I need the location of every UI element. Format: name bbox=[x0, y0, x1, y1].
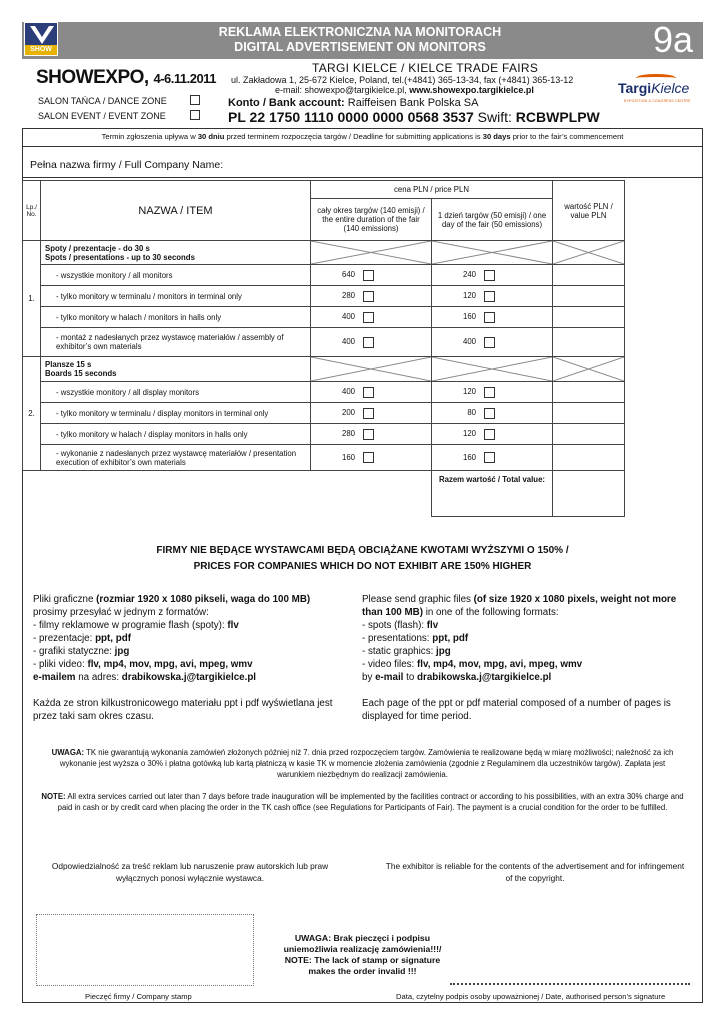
logo-main: Targi bbox=[618, 80, 652, 96]
uwaga-text: TK nie gwarantują wykonania zamówień złożonych później niż 7. dnia przed rozpoczęciem targów. Zamówienia te realizowane będą w miarę możliwości; należność za ich wykonanie jest wyższa o 30% i płatna gotówką lub kartą płatniczą w kasie TK w momencie złożenia zamówienia (zgodnie z Regulaminem dla uczestników targów). Zapłata jest warunkiem niezbędnym do realizacji zamówienia. bbox=[59, 748, 674, 779]
col-lp: Lp./ No. bbox=[23, 181, 41, 241]
table-row bbox=[23, 403, 625, 424]
price-full-cell bbox=[311, 424, 432, 445]
item-label: - tylko monitory w halach / display monitors in halls only bbox=[41, 424, 311, 445]
crossed-cell bbox=[311, 357, 432, 382]
price-day-cell bbox=[432, 286, 553, 307]
note-label: NOTE: bbox=[41, 792, 66, 801]
en-bold: (of size 1920 x 1080 pixels, weight not more than 100 MB) bbox=[362, 594, 677, 618]
deadline-b1: 30 dniu bbox=[197, 132, 225, 141]
row-number: 1. bbox=[23, 241, 41, 357]
row-number: 2. bbox=[23, 357, 41, 471]
en-line bbox=[362, 658, 690, 671]
swift-label: Swift: bbox=[473, 109, 516, 125]
pl-text: - grafiki statyczne: bbox=[33, 646, 115, 657]
en-line bbox=[362, 632, 690, 645]
crossed-cell bbox=[432, 357, 553, 382]
en-text: to bbox=[403, 672, 418, 683]
section-title bbox=[41, 241, 311, 265]
en-paragraph: Each page of the ppt or pdf material composed of a number of pages is displayed for time period. bbox=[362, 698, 671, 722]
pl-line bbox=[33, 645, 343, 658]
price-day: 80 bbox=[467, 408, 476, 418]
en-line bbox=[362, 593, 690, 619]
organizer-name: TARGI KIELCE / KIELCE TRADE FAIRS bbox=[312, 61, 539, 75]
stamp-warning bbox=[255, 933, 470, 977]
section-2-header bbox=[23, 357, 625, 382]
note-text: All extra services carried out later than 7 days before trade inauguration will be implemented by the facilities contract or according to his possibilities, with an extra 30% charge and paid in cash or by credit card when placing the order in the TK cash office (see Regulations for Participants of Fair). The payment is a crucial condition for the order to be fulfilled. bbox=[57, 792, 684, 812]
price-day: 400 bbox=[462, 337, 476, 347]
en-bold: ppt, pdf bbox=[432, 633, 469, 644]
pl-bold: flv bbox=[227, 620, 239, 631]
price-day: 160 bbox=[462, 452, 476, 462]
item-label: - wszystkie monitory / all display monitors bbox=[41, 382, 311, 403]
section-title bbox=[41, 357, 311, 382]
price-checkbox[interactable] bbox=[363, 337, 374, 348]
total-value-cell[interactable] bbox=[553, 471, 625, 517]
company-stamp-box[interactable] bbox=[36, 914, 254, 986]
zone-event-label: SALON EVENT / EVENT ZONE bbox=[38, 111, 166, 121]
pl-text: na adres: bbox=[75, 672, 122, 683]
pl-bold: jpg bbox=[114, 646, 130, 657]
pl-text: - pliki video: bbox=[33, 659, 88, 670]
en-line bbox=[362, 645, 690, 658]
en-text: - presentations: bbox=[362, 633, 433, 644]
organizer-email: e-mail: showexpo@targikielce.pl, bbox=[275, 85, 410, 95]
table-row bbox=[23, 328, 625, 357]
signature-line[interactable] bbox=[450, 979, 690, 985]
iban: PL 22 1750 1110 0000 0000 0568 3537 bbox=[228, 109, 474, 125]
price-day: 120 bbox=[462, 387, 476, 397]
price-day-cell bbox=[432, 382, 553, 403]
price-full: 400 bbox=[341, 312, 355, 322]
signature-label: Data, czytelny podpis osoby upoważnionej / Date, authorised person’s signature bbox=[396, 992, 666, 1001]
price-table bbox=[22, 180, 625, 517]
value-cell[interactable] bbox=[553, 403, 625, 424]
price-day-cell bbox=[432, 307, 553, 328]
pl-line bbox=[33, 658, 343, 671]
deadline-t1: Termin zgłoszenia upływa w bbox=[101, 132, 198, 141]
price-day: 120 bbox=[462, 429, 476, 439]
section-title-en: Boards 15 seconds bbox=[45, 369, 117, 378]
pl-line: prosimy przesyłać w jednym z formatów: bbox=[33, 607, 209, 618]
pl-line bbox=[33, 619, 343, 632]
en-bold: jpg bbox=[436, 646, 451, 657]
price-full-cell bbox=[311, 382, 432, 403]
table-row bbox=[23, 286, 625, 307]
en-text: - video files: bbox=[362, 659, 417, 670]
col-value: wartość PLN / value PLN bbox=[553, 181, 625, 241]
instructions-pl bbox=[33, 593, 343, 723]
zone-dance-label: SALON TAŃCA / DANCE ZONE bbox=[38, 96, 167, 106]
pl-line bbox=[33, 671, 343, 684]
item-label: - tylko monitory w terminalu / display monitors in terminal only bbox=[41, 403, 311, 424]
company-name-label: Pełna nazwa firmy / Full Company Name: bbox=[30, 159, 224, 171]
price-full: 280 bbox=[341, 429, 355, 439]
en-text: by bbox=[362, 672, 376, 683]
price-full-cell bbox=[311, 265, 432, 286]
stamp-warning-line: UWAGA: Brak pieczęci i podpisu bbox=[294, 933, 431, 943]
value-cell[interactable] bbox=[553, 307, 625, 328]
price-day-cell bbox=[432, 403, 553, 424]
en-text: - static graphics: bbox=[362, 646, 437, 657]
divider bbox=[22, 177, 703, 178]
zone-dance-checkbox[interactable] bbox=[190, 95, 200, 105]
table-row bbox=[23, 424, 625, 445]
item-label: - montaż z nadesłanych przez wystawcę materiałów / assembly of exhibitor’s own materials bbox=[41, 328, 311, 357]
price-full: 640 bbox=[341, 270, 355, 280]
en-bold: flv, mp4, mov, mpg, avi, mpeg, wmv bbox=[417, 659, 583, 670]
iban-line bbox=[228, 109, 600, 125]
organizer-address: ul. Zakładowa 1, 25-672 Kielce, Poland, tel.(+4841) 365-13-34, fax (+4841) 365-13-12 bbox=[231, 75, 574, 85]
price-day-cell bbox=[432, 265, 553, 286]
uwaga-notice bbox=[40, 747, 685, 780]
en-line bbox=[362, 671, 690, 684]
organizer-contact bbox=[275, 85, 534, 95]
price-checkbox[interactable] bbox=[363, 291, 374, 302]
crossed-cell bbox=[553, 357, 625, 382]
event-title: SHOWEXPO, bbox=[36, 67, 149, 88]
organizer-website: www.showexpo.targikielce.pl bbox=[409, 85, 534, 95]
price-full: 200 bbox=[341, 408, 355, 418]
instructions-en bbox=[362, 593, 690, 723]
price-checkbox[interactable] bbox=[363, 408, 374, 419]
price-full-cell bbox=[311, 307, 432, 328]
pl-paragraph: Każda ze stron kilkustronicowego materiału ppt i pdf wyświetlana jest przez taki sam okres czasu. bbox=[33, 698, 333, 722]
pl-bold: ppt, pdf bbox=[95, 633, 131, 644]
price-full-cell bbox=[311, 328, 432, 357]
showexpo-logo bbox=[24, 22, 58, 56]
pl-email: drabikowska.j@targikielce.pl bbox=[121, 672, 257, 683]
page-title bbox=[160, 25, 560, 55]
total-label: Razem wartość / Total value: bbox=[432, 471, 553, 517]
value-cell[interactable] bbox=[553, 286, 625, 307]
price-full: 400 bbox=[341, 337, 355, 347]
pl-bold: flv, mp4, mov, mpg, avi, mpeg, wmv bbox=[87, 659, 253, 670]
event-dates: 4-6.11.2011 bbox=[153, 71, 216, 86]
price-full-cell bbox=[311, 445, 432, 471]
logo-k: Kielce bbox=[651, 80, 690, 96]
targi-kielce-logo bbox=[618, 80, 689, 96]
price-checkbox[interactable] bbox=[484, 387, 495, 398]
en-email: drabikowska.j@targikielce.pl bbox=[417, 672, 552, 683]
price-checkbox[interactable] bbox=[363, 270, 374, 281]
uwaga-label: UWAGA: bbox=[51, 748, 85, 757]
stamp-warning-line: uniemożliwia realizację zamówienia!!!/ bbox=[283, 944, 442, 954]
price-checkbox[interactable] bbox=[363, 452, 374, 463]
value-cell[interactable] bbox=[553, 328, 625, 357]
swift-code: RCBWPLPW bbox=[515, 109, 600, 125]
item-label: - tylko monitory w terminalu / monitors in terminal only bbox=[41, 286, 311, 307]
price-checkbox[interactable] bbox=[484, 337, 495, 348]
title-en: DIGITAL ADVERTISEMENT ON MONITORS bbox=[234, 40, 486, 54]
divider bbox=[22, 146, 703, 147]
pl-bold: e-mailem bbox=[33, 672, 76, 683]
value-cell[interactable] bbox=[553, 382, 625, 403]
value-cell[interactable] bbox=[553, 265, 625, 286]
pl-bold: (rozmiar 1920 x 1080 pikseli, waga do 100 MB) bbox=[96, 594, 311, 605]
price-day: 120 bbox=[462, 291, 476, 301]
en-bold: flv bbox=[426, 620, 439, 631]
section-title-pl: Plansze 15 s bbox=[45, 360, 92, 369]
table-row bbox=[23, 265, 625, 286]
total-spacer bbox=[23, 471, 432, 517]
col-full-period: cały okres targów (140 emisji) / the entire duration of the fair (140 emissions) bbox=[311, 199, 432, 241]
form-number: 9a bbox=[652, 19, 693, 60]
surcharge-pl: FIRMY NIE BĘDĄCE WYSTAWCAMI BĘDĄ OBCIĄŻANE KWOTAMI WYŻSZYMI O 150% / bbox=[156, 545, 569, 556]
logo-sub: EXPOSITION & CONGRESS CENTRE bbox=[624, 99, 691, 103]
table-row bbox=[23, 445, 625, 471]
total-row bbox=[23, 471, 625, 517]
section-title-pl: Spoty / prezentacje - do 30 s bbox=[45, 243, 150, 253]
col-item: NAZWA / ITEM bbox=[41, 181, 311, 241]
bank-name: Raiffeisen Bank Polska SA bbox=[344, 97, 479, 109]
crossed-cell bbox=[432, 241, 553, 265]
table-row bbox=[23, 382, 625, 403]
price-checkbox[interactable] bbox=[363, 312, 374, 323]
event-name bbox=[36, 67, 216, 89]
item-label: - tylko monitory w halach / monitors in halls only bbox=[41, 307, 311, 328]
col-one-day: 1 dzień targów (50 emisji) / one day of the fair (50 emissions) bbox=[432, 199, 553, 241]
pl-text: - prezentacje: bbox=[33, 633, 96, 644]
en-text: Please send graphic files bbox=[362, 594, 474, 605]
value-cell[interactable] bbox=[553, 424, 625, 445]
price-day: 160 bbox=[462, 312, 476, 322]
crossed-cell bbox=[311, 241, 432, 265]
price-checkbox[interactable] bbox=[484, 452, 495, 463]
price-full: 400 bbox=[341, 387, 355, 397]
value-cell[interactable] bbox=[553, 445, 625, 471]
price-full: 280 bbox=[341, 291, 355, 301]
en-line bbox=[362, 619, 690, 632]
price-full: 160 bbox=[341, 452, 355, 462]
pl-line bbox=[33, 593, 343, 606]
price-day-cell bbox=[432, 424, 553, 445]
stamp-warning-line: NOTE: The lack of stamp or signature bbox=[284, 955, 441, 965]
logo-text: SHOW bbox=[25, 45, 57, 55]
price-checkbox[interactable] bbox=[484, 291, 495, 302]
price-full-cell bbox=[311, 403, 432, 424]
price-checkbox[interactable] bbox=[484, 429, 495, 440]
price-day-cell bbox=[432, 445, 553, 471]
pl-text: Pliki graficzne bbox=[33, 594, 97, 605]
account-label: Konto / Bank account: bbox=[228, 97, 345, 109]
price-checkbox[interactable] bbox=[363, 387, 374, 398]
price-checkbox[interactable] bbox=[363, 429, 374, 440]
price-day-cell bbox=[432, 328, 553, 357]
table-row bbox=[23, 307, 625, 328]
section-1-header bbox=[23, 241, 625, 265]
pl-line bbox=[33, 632, 343, 645]
section-title-en: Spots / presentations - up to 30 seconds bbox=[45, 252, 195, 262]
price-checkbox[interactable] bbox=[484, 408, 495, 419]
deadline-notice bbox=[22, 132, 703, 141]
logo-v-icon bbox=[28, 24, 56, 46]
deadline-t2: przed terminem rozpoczęcia targów / Deadline for submitting applications is bbox=[224, 132, 483, 141]
en-text: - spots (flash): bbox=[362, 620, 427, 631]
price-day: 240 bbox=[462, 270, 476, 280]
price-checkbox[interactable] bbox=[484, 312, 495, 323]
crossed-cell bbox=[553, 241, 625, 265]
bank-account bbox=[228, 97, 478, 109]
col-price: cena PLN / price PLN bbox=[311, 181, 553, 199]
item-label: - wszystkie monitory / all monitors bbox=[41, 265, 311, 286]
title-pl: REKLAMA ELEKTRONICZNA NA MONITORACH bbox=[218, 25, 502, 39]
stamp-label: Pieczęć firmy / Company stamp bbox=[85, 992, 192, 1001]
price-checkbox[interactable] bbox=[484, 270, 495, 281]
pl-text: - filmy reklamowe w programie flash (spoty): bbox=[33, 620, 228, 631]
deadline-t3: prior to the fair’s commencement bbox=[510, 132, 624, 141]
en-bold: e-mail bbox=[375, 672, 404, 683]
price-full-cell bbox=[311, 286, 432, 307]
en-text: in one of the following formats: bbox=[422, 607, 559, 618]
surcharge-en: PRICES FOR COMPANIES WHICH DO NOT EXHIBIT ARE 150% HIGHER bbox=[193, 561, 532, 572]
zone-event-checkbox[interactable] bbox=[190, 110, 200, 120]
responsibility-en: The exhibitor is reliable for the contents of the advertisement and for infringement of the copyright. bbox=[385, 861, 685, 883]
responsibility-pl: Odpowiedzialność za treść reklam lub naruszenie praw autorskich lub praw wyłącznych ponosi wyłącznie wystawca. bbox=[51, 861, 329, 883]
note-notice bbox=[40, 791, 685, 813]
deadline-b2: 30 days bbox=[482, 132, 511, 141]
item-label: - wykonanie z nadesłanych przez wystawcę materiałów / presentation execution of exhibitor’s own materials bbox=[41, 445, 311, 471]
stamp-warning-line: makes the order invalid !!! bbox=[308, 966, 417, 976]
